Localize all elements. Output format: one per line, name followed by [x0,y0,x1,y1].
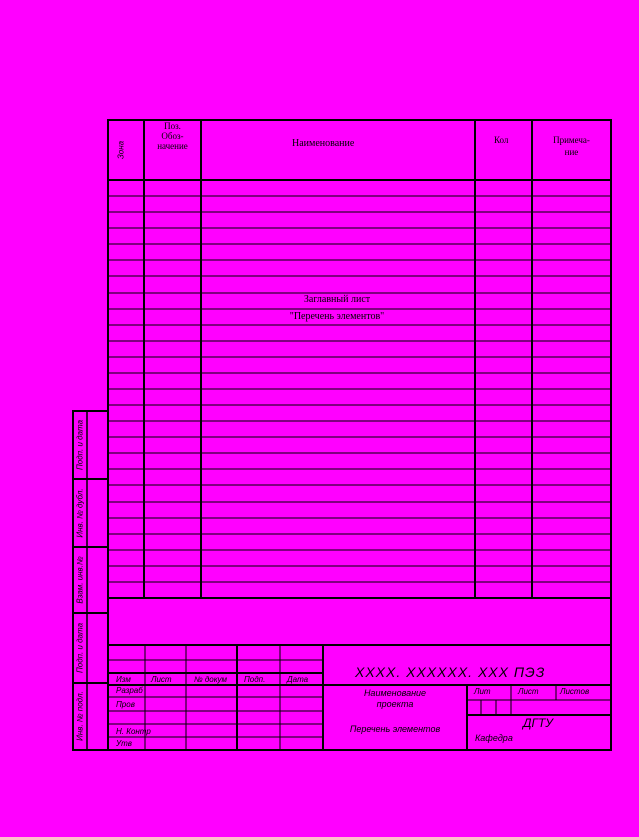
stamp-col-sheet: Лист [151,675,172,684]
stamp-sheets-label: Листов [560,687,590,696]
stamp-product-title [323,688,467,710]
stamp-role-norm-control: Н. Контр [116,727,151,736]
stamp-doc-code: ХХХХ. ХХХХХХ. ХХХ ПЭЗ [355,664,546,680]
stamp-col-change: Изм [116,675,131,684]
header-note [532,134,611,158]
side-label-sign-date-2: Подп. и дата [75,622,85,674]
stamp-department: Кафедра [475,733,513,743]
header-pos-line1: Поз. [164,121,181,131]
header-note-line2: ние [564,147,579,157]
header-position [144,121,201,151]
header-pos-line3: начение [157,141,188,151]
stamp-role-approved: Утв [116,739,132,748]
stamp-role-checker: Пров [116,700,135,709]
side-label-inv-original: Инв. № подл. [75,691,85,741]
side-label-inv-dup: Инв. № дубл. [75,488,85,538]
stamp-organization: ДГТУ [523,716,553,730]
stamp-lit-label: Лит [474,687,491,696]
side-label-replace-inv: Взам. инв.№ [75,556,85,604]
header-zone: Зона [116,140,126,160]
header-pos-line2: Обоз- [161,131,184,141]
stamp-doc-title: Перечень элементов [349,724,441,734]
header-name: Наименование [292,138,355,149]
stamp-role-developer: Разраб [116,686,143,695]
stamp-sheet-label: Лист [518,687,539,696]
placeholder-line2: "Перечень элементов" [289,311,385,322]
stamp-col-sign: Подп. [244,675,266,684]
placeholder-line1: Заглавный лист [303,294,371,305]
stamp-col-date: Дата [287,675,309,684]
table-rows [108,196,611,582]
outer-border [108,120,611,750]
header-note-line1: Примеча- [553,135,590,145]
side-label-sign-date-1: Подп. и дата [75,419,85,471]
stamp-col-docnum: № докум [194,675,228,684]
stamp-product-title-line1: Наименование [363,688,427,698]
header-qty: Кол [494,135,509,145]
stamp-product-title-line2: проекта [376,699,414,709]
